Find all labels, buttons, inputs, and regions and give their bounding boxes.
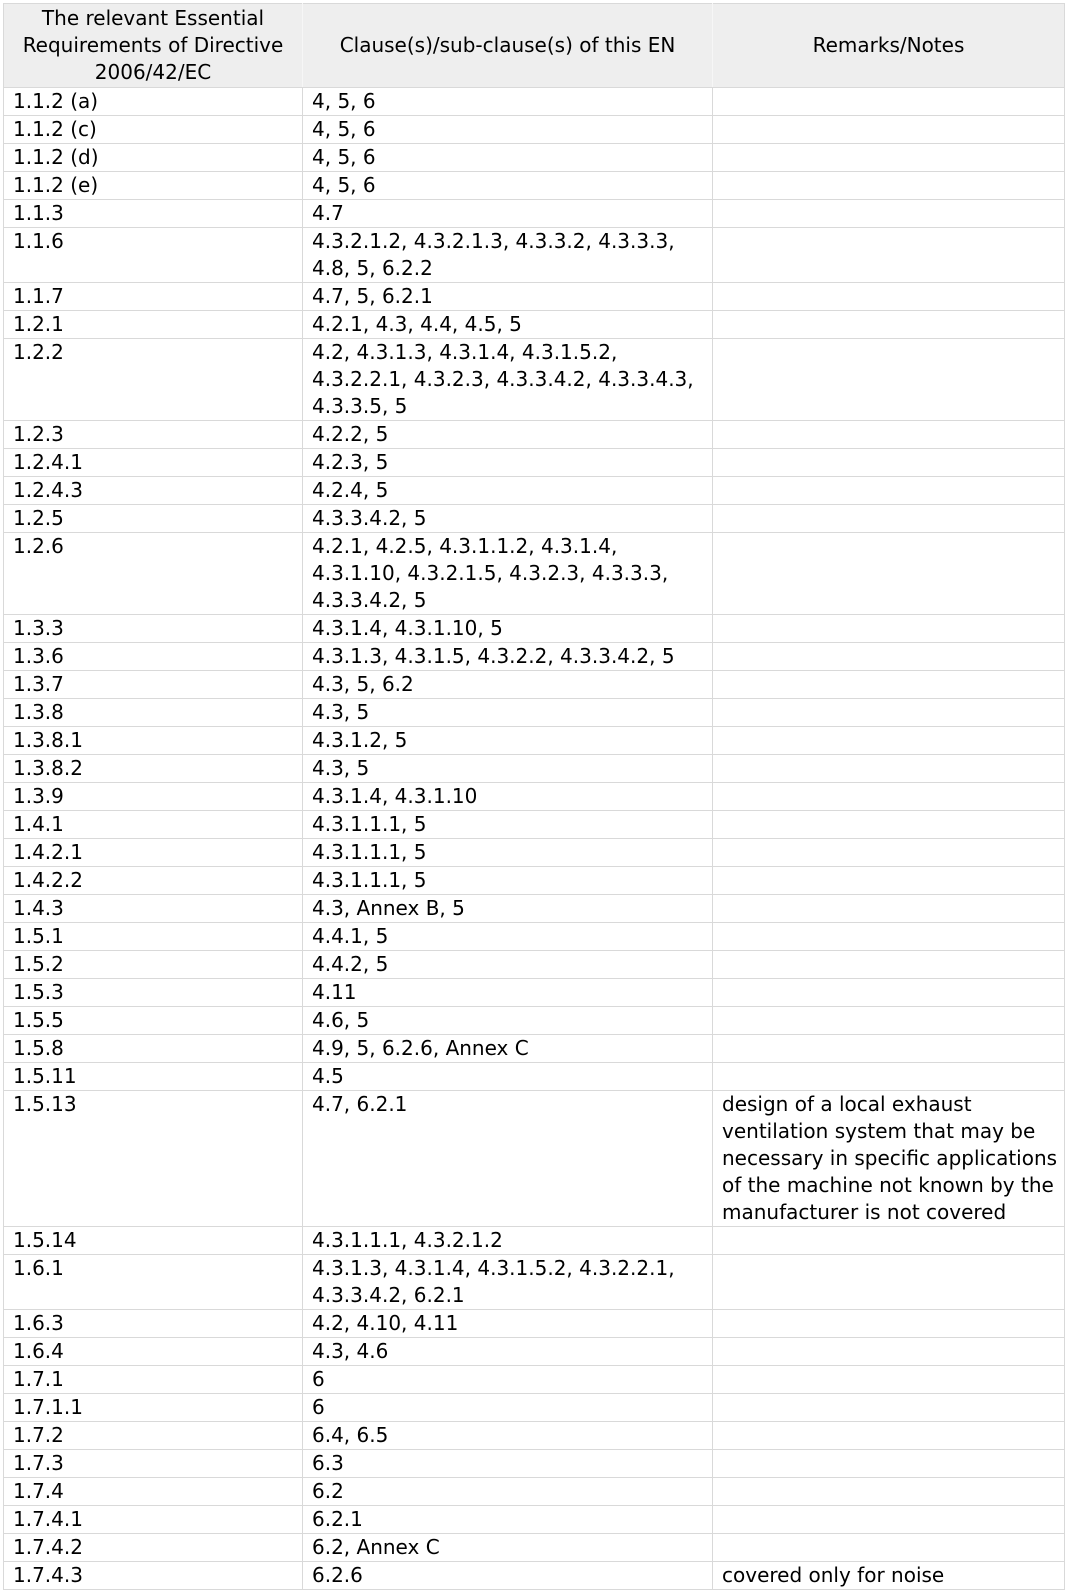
cell-remarks — [713, 1450, 1065, 1478]
cell-requirement: 1.5.5 — [4, 1007, 303, 1035]
cell-clauses: 4.4.1, 5 — [303, 923, 713, 951]
cell-remarks — [713, 615, 1065, 643]
table-row — [4, 1506, 1065, 1534]
cell-clauses: 4, 5, 6 — [303, 144, 713, 172]
cell-requirement: 1.6.1 — [4, 1255, 303, 1310]
cell-requirement: 1.1.7 — [4, 283, 303, 311]
cell-remarks — [713, 116, 1065, 144]
cell-clauses: 6.3 — [303, 1450, 713, 1478]
cell-requirement: 1.2.6 — [4, 533, 303, 615]
table-row — [4, 643, 1065, 671]
cell-clauses: 4.2, 4.3.1.3, 4.3.1.4, 4.3.1.5.2, 4.3.2.2.1, 4.3.2.3, 4.3.3.4.2, 4.3.3.4.3, 4.3.3.5, 5 — [303, 339, 713, 421]
cell-remarks — [713, 477, 1065, 505]
cell-remarks — [713, 172, 1065, 200]
table-row — [4, 449, 1065, 477]
cell-remarks — [713, 1506, 1065, 1534]
cell-clauses: 4.7 — [303, 200, 713, 228]
cell-requirement: 1.3.3 — [4, 615, 303, 643]
table-row — [4, 951, 1065, 979]
cell-clauses: 4.7, 5, 6.2.1 — [303, 283, 713, 311]
cell-requirement: 1.7.4.2 — [4, 1534, 303, 1562]
table-row — [4, 783, 1065, 811]
cell-clauses: 4.11 — [303, 979, 713, 1007]
cell-requirement: 1.5.11 — [4, 1063, 303, 1091]
cell-clauses: 4.2.2, 5 — [303, 421, 713, 449]
cell-remarks — [713, 421, 1065, 449]
table-row — [4, 1422, 1065, 1450]
cell-requirement: 1.7.1.1 — [4, 1394, 303, 1422]
cell-requirement: 1.5.3 — [4, 979, 303, 1007]
cell-remarks — [713, 311, 1065, 339]
cell-remarks — [713, 339, 1065, 421]
cell-remarks — [713, 895, 1065, 923]
table-row — [4, 421, 1065, 449]
cell-remarks: design of a local exhaust ventilation system that may be necessary in specific applications of the machine not known by the manufacturer is not covered — [713, 1091, 1065, 1227]
cell-clauses: 4.3, Annex B, 5 — [303, 895, 713, 923]
cell-requirement: 1.7.4.1 — [4, 1506, 303, 1534]
cell-remarks: covered only for noise — [713, 1562, 1065, 1590]
cell-remarks — [713, 88, 1065, 116]
cell-remarks — [713, 200, 1065, 228]
cell-remarks — [713, 1422, 1065, 1450]
table-row — [4, 533, 1065, 615]
cell-requirement: 1.7.4 — [4, 1478, 303, 1506]
cell-clauses: 4.3.3.4.2, 5 — [303, 505, 713, 533]
cell-remarks — [713, 951, 1065, 979]
cell-requirement: 1.2.5 — [4, 505, 303, 533]
cell-clauses: 4.3.1.1.1, 5 — [303, 839, 713, 867]
header-row — [4, 4, 1065, 88]
cell-remarks — [713, 228, 1065, 283]
table-row — [4, 1338, 1065, 1366]
cell-clauses: 6 — [303, 1394, 713, 1422]
table-row — [4, 671, 1065, 699]
cell-clauses: 4.3.2.1.2, 4.3.2.1.3, 4.3.3.2, 4.3.3.3, 4.8, 5, 6.2.2 — [303, 228, 713, 283]
cell-requirement: 1.1.3 — [4, 200, 303, 228]
cell-clauses: 4, 5, 6 — [303, 172, 713, 200]
cell-remarks — [713, 783, 1065, 811]
cell-remarks — [713, 449, 1065, 477]
cell-clauses: 6.2.6 — [303, 1562, 713, 1590]
table-body — [4, 88, 1065, 1590]
cell-requirement: 1.3.8 — [4, 699, 303, 727]
cell-requirement: 1.5.2 — [4, 951, 303, 979]
cell-requirement: 1.2.2 — [4, 339, 303, 421]
table-row — [4, 477, 1065, 505]
cell-remarks — [713, 643, 1065, 671]
cell-remarks — [713, 283, 1065, 311]
table-row — [4, 88, 1065, 116]
table-row — [4, 172, 1065, 200]
table-row — [4, 1366, 1065, 1394]
cell-remarks — [713, 1035, 1065, 1063]
table-row — [4, 1091, 1065, 1227]
cell-clauses: 4.3.1.3, 4.3.1.5, 4.3.2.2, 4.3.3.4.2, 5 — [303, 643, 713, 671]
cell-remarks — [713, 727, 1065, 755]
table-row — [4, 1063, 1065, 1091]
cell-clauses: 4.3, 5, 6.2 — [303, 671, 713, 699]
cell-clauses: 4.3.1.2, 5 — [303, 727, 713, 755]
table-row — [4, 755, 1065, 783]
table-row — [4, 1007, 1065, 1035]
cell-clauses: 4.3.1.4, 4.3.1.10 — [303, 783, 713, 811]
table-row — [4, 839, 1065, 867]
table-row — [4, 1394, 1065, 1422]
cell-remarks — [713, 923, 1065, 951]
cell-remarks — [713, 755, 1065, 783]
table-row — [4, 505, 1065, 533]
cell-requirement: 1.2.3 — [4, 421, 303, 449]
cell-clauses: 4, 5, 6 — [303, 88, 713, 116]
cell-remarks — [713, 867, 1065, 895]
cell-requirement: 1.7.2 — [4, 1422, 303, 1450]
cell-requirement: 1.3.9 — [4, 783, 303, 811]
cell-requirement: 1.5.13 — [4, 1091, 303, 1227]
cell-clauses: 4.6, 5 — [303, 1007, 713, 1035]
table-row — [4, 200, 1065, 228]
cell-requirement: 1.3.7 — [4, 671, 303, 699]
cell-remarks — [713, 1478, 1065, 1506]
cell-clauses: 4.7, 6.2.1 — [303, 1091, 713, 1227]
table-row — [4, 979, 1065, 1007]
cell-requirement: 1.4.2.2 — [4, 867, 303, 895]
cell-remarks — [713, 505, 1065, 533]
cell-requirement: 1.5.1 — [4, 923, 303, 951]
cell-remarks — [713, 1366, 1065, 1394]
cell-requirement: 1.2.4.3 — [4, 477, 303, 505]
cell-remarks — [713, 1255, 1065, 1310]
table-row — [4, 228, 1065, 283]
table-row — [4, 116, 1065, 144]
cell-remarks — [713, 839, 1065, 867]
cell-requirement: 1.3.8.1 — [4, 727, 303, 755]
cell-clauses: 4.2.1, 4.3, 4.4, 4.5, 5 — [303, 311, 713, 339]
cell-remarks — [713, 699, 1065, 727]
cell-requirement: 1.2.4.1 — [4, 449, 303, 477]
table-row — [4, 923, 1065, 951]
cell-clauses: 4.4.2, 5 — [303, 951, 713, 979]
table-row — [4, 699, 1065, 727]
cell-clauses: 6 — [303, 1366, 713, 1394]
cell-requirement: 1.2.1 — [4, 311, 303, 339]
cell-clauses: 4.3.1.1.1, 5 — [303, 867, 713, 895]
cell-clauses: 4.3, 5 — [303, 755, 713, 783]
cell-clauses: 4.3, 5 — [303, 699, 713, 727]
cell-requirement: 1.1.2 (c) — [4, 116, 303, 144]
cell-clauses: 4.3, 4.6 — [303, 1338, 713, 1366]
cell-requirement: 1.7.4.3 — [4, 1562, 303, 1590]
cell-remarks — [713, 811, 1065, 839]
cell-remarks — [713, 144, 1065, 172]
cell-clauses: 4.5 — [303, 1063, 713, 1091]
cell-remarks — [713, 1227, 1065, 1255]
cell-clauses: 4.9, 5, 6.2.6, Annex C — [303, 1035, 713, 1063]
table-row — [4, 283, 1065, 311]
table-row — [4, 895, 1065, 923]
cell-clauses: 4.2.3, 5 — [303, 449, 713, 477]
cell-requirement: 1.1.2 (e) — [4, 172, 303, 200]
cell-clauses: 6.2 — [303, 1478, 713, 1506]
cell-requirement: 1.3.6 — [4, 643, 303, 671]
table-row — [4, 311, 1065, 339]
table-row — [4, 1478, 1065, 1506]
cell-clauses: 4.3.1.4, 4.3.1.10, 5 — [303, 615, 713, 643]
cell-requirement: 1.4.2.1 — [4, 839, 303, 867]
table-row — [4, 1227, 1065, 1255]
cell-requirement: 1.7.1 — [4, 1366, 303, 1394]
cell-clauses: 4.2, 4.10, 4.11 — [303, 1310, 713, 1338]
cell-remarks — [713, 671, 1065, 699]
cell-remarks — [713, 1063, 1065, 1091]
cell-remarks — [713, 533, 1065, 615]
table-row — [4, 339, 1065, 421]
table-row — [4, 727, 1065, 755]
cell-requirement: 1.6.4 — [4, 1338, 303, 1366]
header-clauses: Clause(s)/sub-clause(s) of this EN — [303, 4, 713, 88]
en-directive-correspondence-table — [3, 3, 1065, 1590]
cell-clauses: 4.3.1.1.1, 4.3.2.1.2 — [303, 1227, 713, 1255]
cell-remarks — [713, 1007, 1065, 1035]
cell-clauses: 6.2, Annex C — [303, 1534, 713, 1562]
cell-requirement: 1.1.6 — [4, 228, 303, 283]
table-row — [4, 1450, 1065, 1478]
table-row — [4, 1310, 1065, 1338]
cell-requirement: 1.7.3 — [4, 1450, 303, 1478]
cell-remarks — [713, 979, 1065, 1007]
cell-requirement: 1.1.2 (a) — [4, 88, 303, 116]
cell-clauses: 4.3.1.3, 4.3.1.4, 4.3.1.5.2, 4.3.2.2.1, 4.3.3.4.2, 6.2.1 — [303, 1255, 713, 1310]
cell-requirement: 1.1.2 (d) — [4, 144, 303, 172]
header-remarks: Remarks/Notes — [713, 4, 1065, 88]
table-row — [4, 144, 1065, 172]
cell-clauses: 4.2.1, 4.2.5, 4.3.1.1.2, 4.3.1.4, 4.3.1.10, 4.3.2.1.5, 4.3.2.3, 4.3.3.3, 4.3.3.4.2, 5 — [303, 533, 713, 615]
header-essential-requirements: The relevant Essential Requirements of Directive 2006/42/EC — [4, 4, 303, 88]
cell-requirement: 1.4.3 — [4, 895, 303, 923]
cell-clauses: 4.2.4, 5 — [303, 477, 713, 505]
cell-requirement: 1.5.14 — [4, 1227, 303, 1255]
cell-requirement: 1.3.8.2 — [4, 755, 303, 783]
table-row — [4, 1035, 1065, 1063]
cell-clauses: 6.2.1 — [303, 1506, 713, 1534]
cell-remarks — [713, 1310, 1065, 1338]
cell-remarks — [713, 1394, 1065, 1422]
cell-requirement: 1.6.3 — [4, 1310, 303, 1338]
cell-clauses: 4.3.1.1.1, 5 — [303, 811, 713, 839]
table-row — [4, 1562, 1065, 1590]
table-row — [4, 811, 1065, 839]
table-row — [4, 615, 1065, 643]
table-row — [4, 1255, 1065, 1310]
table-row — [4, 1534, 1065, 1562]
table-row — [4, 867, 1065, 895]
cell-clauses: 4, 5, 6 — [303, 116, 713, 144]
cell-requirement: 1.5.8 — [4, 1035, 303, 1063]
cell-requirement: 1.4.1 — [4, 811, 303, 839]
cell-remarks — [713, 1534, 1065, 1562]
cell-clauses: 6.4, 6.5 — [303, 1422, 713, 1450]
cell-remarks — [713, 1338, 1065, 1366]
